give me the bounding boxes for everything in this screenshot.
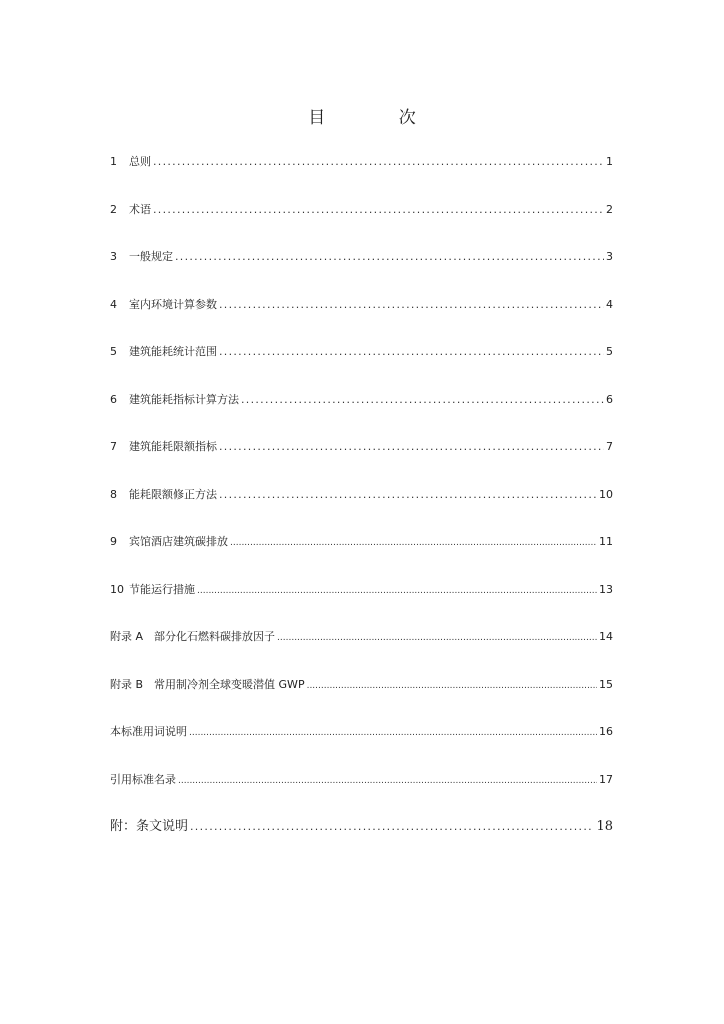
toc-leader-dots xyxy=(219,342,604,362)
toc-entry-title: 附录 A 部分化石燃料碳排放因子 xyxy=(110,630,276,643)
toc-leader-dots xyxy=(175,247,604,267)
toc-entry-number: 1 xyxy=(110,155,117,168)
toc-entry-title: 一般规定 xyxy=(129,250,173,263)
toc-entry-commentary[interactable] xyxy=(110,817,613,837)
toc-entry-4[interactable] xyxy=(110,295,613,315)
toc-entry-3[interactable] xyxy=(110,247,613,267)
toc-entry-1[interactable] xyxy=(110,152,613,172)
toc-entry-8[interactable] xyxy=(110,485,613,505)
toc-entry-2[interactable] xyxy=(110,200,613,220)
toc-entry-10[interactable] xyxy=(110,580,613,600)
toc-entry-title: 总则 xyxy=(129,155,151,168)
toc-leader-dots xyxy=(189,723,597,743)
toc-page-number: 4 xyxy=(606,298,613,311)
toc-page-number: 6 xyxy=(606,393,613,406)
toc-entry-terms[interactable] xyxy=(110,722,613,742)
toc-entry-title: 附录 B 常用制冷剂全球变暖潜值 GWP xyxy=(110,678,305,691)
toc-entry-title: 室内环境计算参数 xyxy=(129,298,217,311)
toc-leader-dots xyxy=(197,581,597,601)
toc-page-number: 16 xyxy=(599,725,613,738)
toc-page-number: 1 xyxy=(606,155,613,168)
toc-entry-title: 附：条文说明 xyxy=(110,819,189,834)
page-title: 目 次 xyxy=(308,108,450,128)
toc-leader-dots xyxy=(277,628,597,648)
toc-page-number: 18 xyxy=(596,819,613,834)
toc-entry-title: 建筑能耗限额指标 xyxy=(129,440,217,453)
toc-entry-number: 2 xyxy=(110,203,117,216)
toc-entry-number: 10 xyxy=(110,583,124,596)
toc-entry-number: 9 xyxy=(110,535,117,548)
toc-page-number: 11 xyxy=(599,535,613,548)
toc-page-number: 14 xyxy=(599,630,613,643)
toc-entry-number: 4 xyxy=(110,298,117,311)
toc-leader-dots xyxy=(230,533,597,553)
toc-entry-number: 6 xyxy=(110,393,117,406)
toc-entry-number: 3 xyxy=(110,250,117,263)
toc-page-number: 17 xyxy=(599,773,613,786)
toc-entry-title: 术语 xyxy=(129,203,151,216)
toc-leader-dots xyxy=(178,771,597,791)
toc-entry-title: 建筑能耗统计范围 xyxy=(129,345,217,358)
toc-entry-7[interactable] xyxy=(110,437,613,457)
toc-entry-title: 本标准用词说明 xyxy=(110,725,187,738)
toc-leader-dots xyxy=(190,817,594,837)
toc-leader-dots xyxy=(219,485,597,505)
toc-entry-title: 引用标准名录 xyxy=(110,773,176,786)
toc-entry-title: 能耗限额修正方法 xyxy=(129,488,217,501)
toc-entry-number: 8 xyxy=(110,488,117,501)
toc-entry-number: 7 xyxy=(110,440,117,453)
toc-page-number: 5 xyxy=(606,345,613,358)
toc-entry-references[interactable] xyxy=(110,770,613,790)
toc-page-number: 13 xyxy=(599,583,613,596)
toc-page-number: 15 xyxy=(599,678,613,691)
toc-entry-5[interactable] xyxy=(110,342,613,362)
toc-entry-6[interactable] xyxy=(110,390,613,410)
toc-entry-appendix-b[interactable] xyxy=(110,675,613,695)
toc-leader-dots xyxy=(219,437,604,457)
toc-page-number: 10 xyxy=(599,488,613,501)
toc-entry-title: 建筑能耗指标计算方法 xyxy=(129,393,239,406)
toc-leader-dots xyxy=(241,390,604,410)
toc-entry-9[interactable] xyxy=(110,532,613,552)
toc-entry-title: 宾馆酒店建筑碳排放 xyxy=(129,535,228,548)
toc-page-number: 2 xyxy=(606,203,613,216)
toc-page-number: 7 xyxy=(606,440,613,453)
toc-leader-dots xyxy=(219,295,604,315)
toc-leader-dots xyxy=(307,676,597,696)
toc-entry-number: 5 xyxy=(110,345,117,358)
toc-page-number: 3 xyxy=(606,250,613,263)
toc-entry-title: 节能运行措施 xyxy=(129,583,195,596)
toc-entry-appendix-a[interactable] xyxy=(110,627,613,647)
toc-leader-dots xyxy=(153,200,604,220)
toc-leader-dots xyxy=(153,152,604,172)
